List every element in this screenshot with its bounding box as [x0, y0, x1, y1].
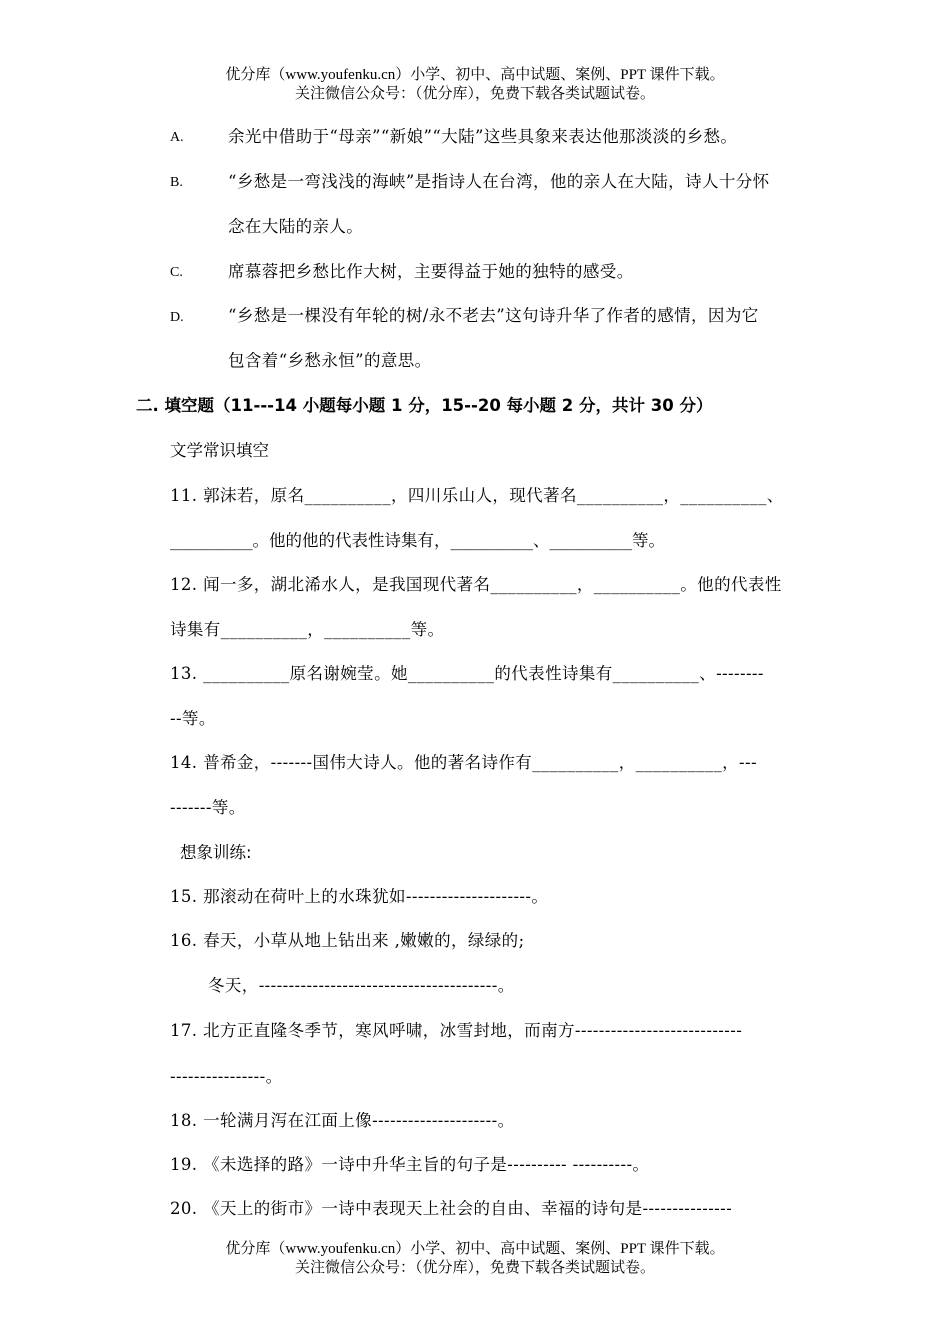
option-b-text-2: 念在大陆的亲人。 — [228, 217, 364, 236]
question-12-line-1: 12. 闻一多，湖北浠水人，是我国现代著名__________，__________。他的代表性 — [170, 575, 782, 594]
question-16-line-1: 16. 春天，小草从地上钻出来 ,嫩嫩的，绿绿的; — [170, 931, 525, 950]
option-d-text-1: “乡愁是一棵没有年轮的树/永不老去”这句诗升华了作者的感情，因为它 — [228, 306, 759, 325]
question-20: 20. 《天上的街市》一诗中表现天上社会的自由、幸福的诗句是--------------- — [170, 1199, 733, 1218]
header-line-1: 优分库（www.youfenku.cn）小学、初中、高中试题、案例、PPT 课件下载。 — [225, 67, 725, 83]
footer-line-2: 关注微信公众号：（优分库），免费下载各类试题试卷。 — [294, 1260, 655, 1276]
question-17-line-1: 17. 北方正直隆冬季节，寒风呼啸，冰雪封地，而南方---------------------------- — [170, 1021, 743, 1040]
question-11-line-1: 11. 郭沫若，原名__________，四川乐山人，现代著名__________，__________、 — [170, 486, 784, 505]
option-d-letter: D. — [170, 310, 184, 325]
question-12-line-2: 诗集有__________，__________等。 — [170, 620, 445, 639]
option-c-letter: C. — [170, 265, 183, 280]
question-19: 19. 《未选择的路》一诗中升华主旨的句子是---------- ----------。 — [170, 1155, 650, 1174]
option-b-letter: B. — [170, 175, 183, 190]
page-header — [0, 66, 950, 104]
question-14-line-1: 14. 普希金，-------国伟大诗人。他的著名诗作有__________，__________，--- — [170, 753, 757, 772]
option-a-letter: A. — [170, 130, 184, 145]
subsection-literary-knowledge: 文学常识填空 — [170, 441, 269, 460]
footer-line-1: 优分库（www.youfenku.cn）小学、初中、高中试题、案例、PPT 课件下载。 — [225, 1241, 725, 1257]
question-17-line-2: ----------------。 — [170, 1067, 283, 1086]
option-a-text: 余光中借助于“母亲”“新娘”“大陆”这些具象来表达他那淡淡的乡愁。 — [228, 127, 738, 146]
question-18: 18. 一轮满月泻在江面上像---------------------。 — [170, 1111, 515, 1130]
header-line-2: 关注微信公众号：（优分库），免费下载各类试题试卷。 — [294, 86, 655, 102]
question-14-line-2: -------等。 — [170, 798, 246, 817]
question-13-line-1: 13. __________原名谢婉莹。她__________的代表性诗集有__________、-------- — [170, 664, 764, 683]
question-11-line-2: __________。他的他的代表性诗集有，__________、__________等。 — [170, 531, 665, 550]
section-title: 二. 填空题（11---14 小题每小题 1 分，15--20 每小题 2 分，共计 30 分） — [136, 396, 713, 415]
option-c-text: 席慕蓉把乡愁比作大树，主要得益于她的独特的感受。 — [228, 262, 634, 281]
subsection-imagination: 想象训练: — [180, 843, 252, 862]
question-16-line-2: 冬天，----------------------------------------。 — [208, 976, 515, 995]
option-b-text-1: “乡愁是一弯浅浅的海峡”是指诗人在台湾，他的亲人在大陆，诗人十分怀 — [228, 172, 770, 191]
question-13-line-2: --等。 — [170, 709, 216, 728]
page-footer — [0, 1240, 950, 1278]
option-d-text-2: 包含着“乡愁永恒”的意思。 — [228, 351, 432, 370]
question-15: 15. 那滚动在荷叶上的水珠犹如---------------------。 — [170, 887, 549, 906]
